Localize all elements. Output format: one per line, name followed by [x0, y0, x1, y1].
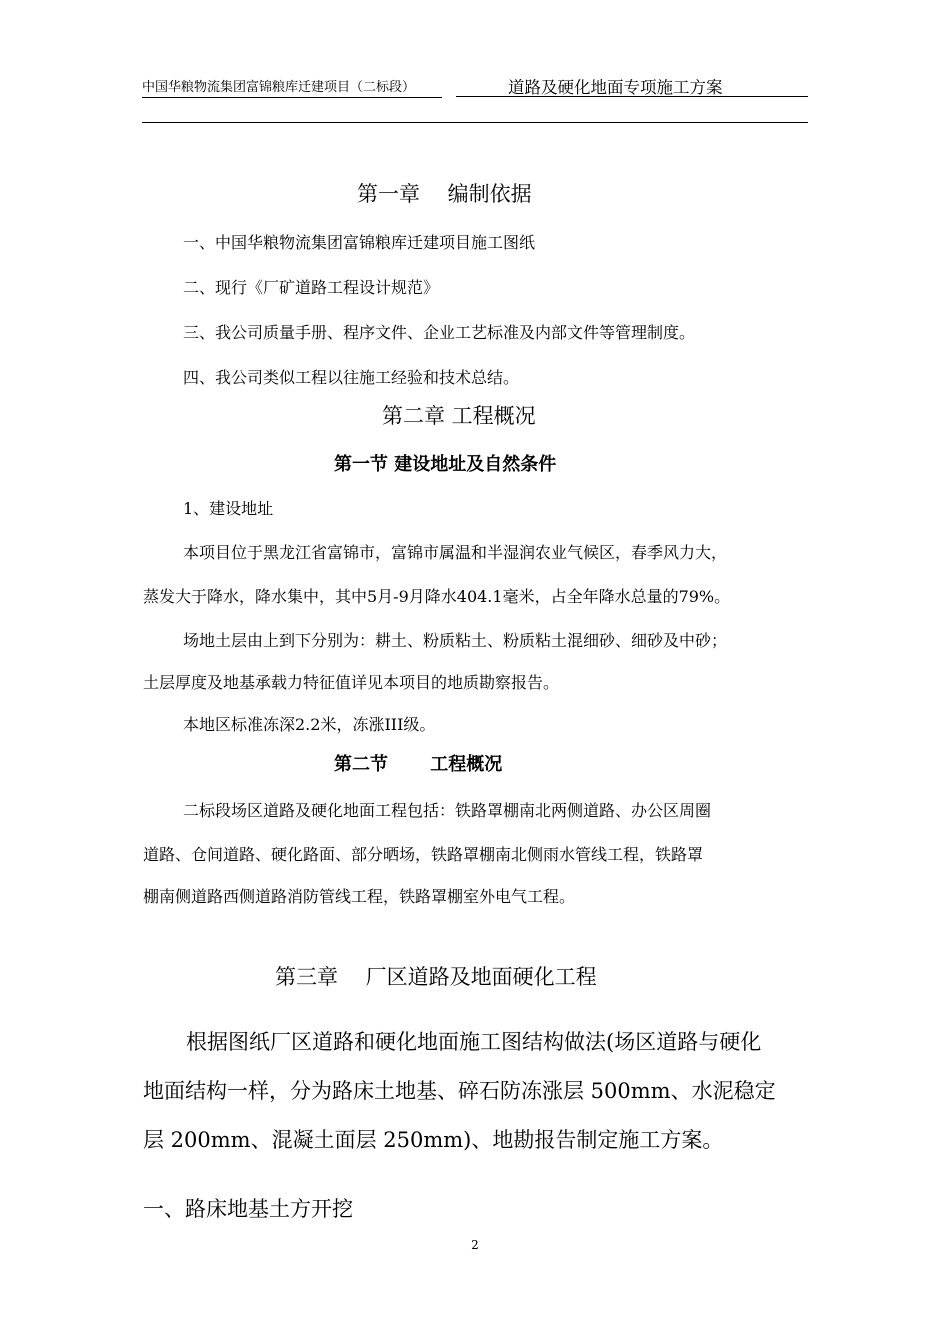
chapter3-title: 第三章 厂区道路及地面硬化工程 [275, 965, 597, 989]
section1-line-2: 蒸发大于降水，降水集中，其中5月-9月降水404.1毫米，占全年降水总量的79%。 [143, 587, 731, 606]
section1-subtitle: 1、建设地址 [183, 499, 274, 518]
header-document-title: 道路及硬化地面专项施工方案 [508, 78, 723, 97]
chapter1-item-1: 一、中国华粮物流集团富锦粮库迁建项目施工图纸 [183, 233, 536, 252]
chapter3-line-2: 地面结构一样，分为路床土地基、碎石防冻涨层 500mm、水泥稳定 [143, 1079, 776, 1103]
chapter1-item-3: 三、我公司质量手册、程序文件、企业工艺标准及内部文件等管理制度。 [183, 323, 696, 342]
header-rule-left [142, 97, 442, 98]
header-project-name: 中国华粮物流集团富锦粮库迁建项目（二标段） [142, 80, 416, 95]
chapter3-line-1: 根据图纸厂区道路和硬化地面施工图结构做法(场区道路与硬化 [186, 1030, 762, 1054]
page-number: 2 [471, 1238, 479, 1252]
chapter1-item-4: 四、我公司类似工程以往施工经验和技术总结。 [183, 368, 520, 387]
chapter2-title: 第二章 工程概况 [382, 404, 536, 428]
chapter1-title: 第一章 编制依据 [357, 182, 532, 206]
section2-line-2: 道路、仓间道路、硬化路面、部分晒场，铁路罩棚南北侧雨水管线工程，铁路罩 [143, 845, 704, 864]
chapter1-item-2: 二、现行《厂矿道路工程设计规范》 [183, 278, 440, 297]
section1-line-4: 土层厚度及地基承载力特征值详见本项目的地质勘察报告。 [143, 673, 560, 692]
section2-line-1: 二标段场区道路及硬化地面工程包括：铁路罩棚南北两侧道路、办公区周圈 [183, 801, 712, 820]
header-rule-bottom [142, 122, 808, 123]
section1-line-1: 本项目位于黑龙江省富锦市，富锦市属温和半湿润农业气候区，春季风力大， [183, 543, 728, 562]
section2-line-3: 棚南侧道路西侧道路消防管线工程，铁路罩棚室外电气工程。 [143, 887, 576, 906]
header-rule-right [456, 96, 808, 97]
chapter3-line-3: 层 200mm、混凝土面层 250mm)、地勘报告制定施工方案。 [143, 1128, 724, 1152]
section1-line-3: 场地土层由上到下分别为：耕土、粉质粘土、粉质粘土混细砂、细砂及中砂； [183, 631, 728, 650]
chapter3-heading-1: 一、路床地基土方开挖 [143, 1197, 353, 1221]
section1-title: 第一节 建设地址及自然条件 [334, 454, 557, 475]
section2-title: 第二节 工程概况 [334, 754, 503, 775]
section1-line-5: 本地区标准冻深2.2米，冻涨III级。 [183, 715, 436, 734]
